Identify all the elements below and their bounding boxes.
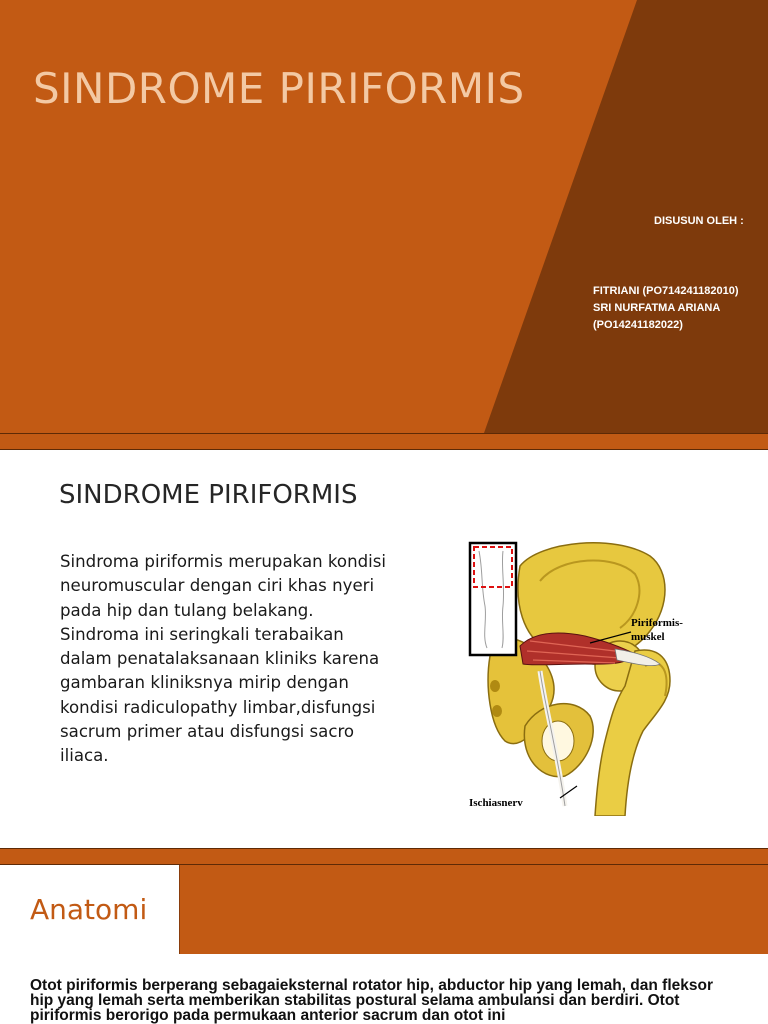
- author-line: FITRIANI (PO714241182010): [593, 285, 739, 297]
- authors-list: [593, 283, 739, 334]
- title-slide: [0, 0, 768, 433]
- header-band: [180, 865, 768, 954]
- author-line: (PO14241182022): [593, 319, 683, 331]
- slide-separator-band: [0, 433, 768, 450]
- definition-paragraph: Sindroma piriformis merupakan kondisi neuromuscular dengan ciri khas nyeri pada hip dan tulang belakang. Sindroma ini seringkali terabaikan dalam penatalaksanaan kliniks karena gambaran kliniksnya mirip dengan kondisi radiculopathy limbar,disfungsi sacrum primer atau disfungsi sacro iliaca.: [60, 552, 386, 766]
- anatomy-slide: [0, 865, 768, 1024]
- figure-label-muscle-cont: muskel: [631, 631, 665, 643]
- slide-separator-band: [0, 848, 768, 865]
- hip-anatomy-illustration: [465, 536, 725, 816]
- byline-label: DISUSUN OLEH :: [654, 215, 744, 227]
- slide-heading: SINDROME PIRIFORMIS: [59, 480, 358, 510]
- anatomy-paragraph: Otot piriformis berperang sebagaieksternal rotator hip, abductor hip yang lemah, dan fleksor hip yang lemah serta memberikan stabilitas postural selama ambulansi dan berdiri. Otot piriformis berorigo pada permukaan anterior sacrum dan otot ini: [30, 977, 713, 1024]
- figure-label-muscle: Piriformis-: [631, 617, 683, 629]
- presentation-title: SINDROME PIRIFORMIS: [33, 64, 525, 113]
- definition-slide: [0, 450, 768, 848]
- figure-label-nerve: Ischiasnerv: [469, 797, 523, 809]
- author-line: SRI NURFATMA ARIANA: [593, 302, 721, 314]
- slide-heading: Anatomi: [30, 893, 148, 926]
